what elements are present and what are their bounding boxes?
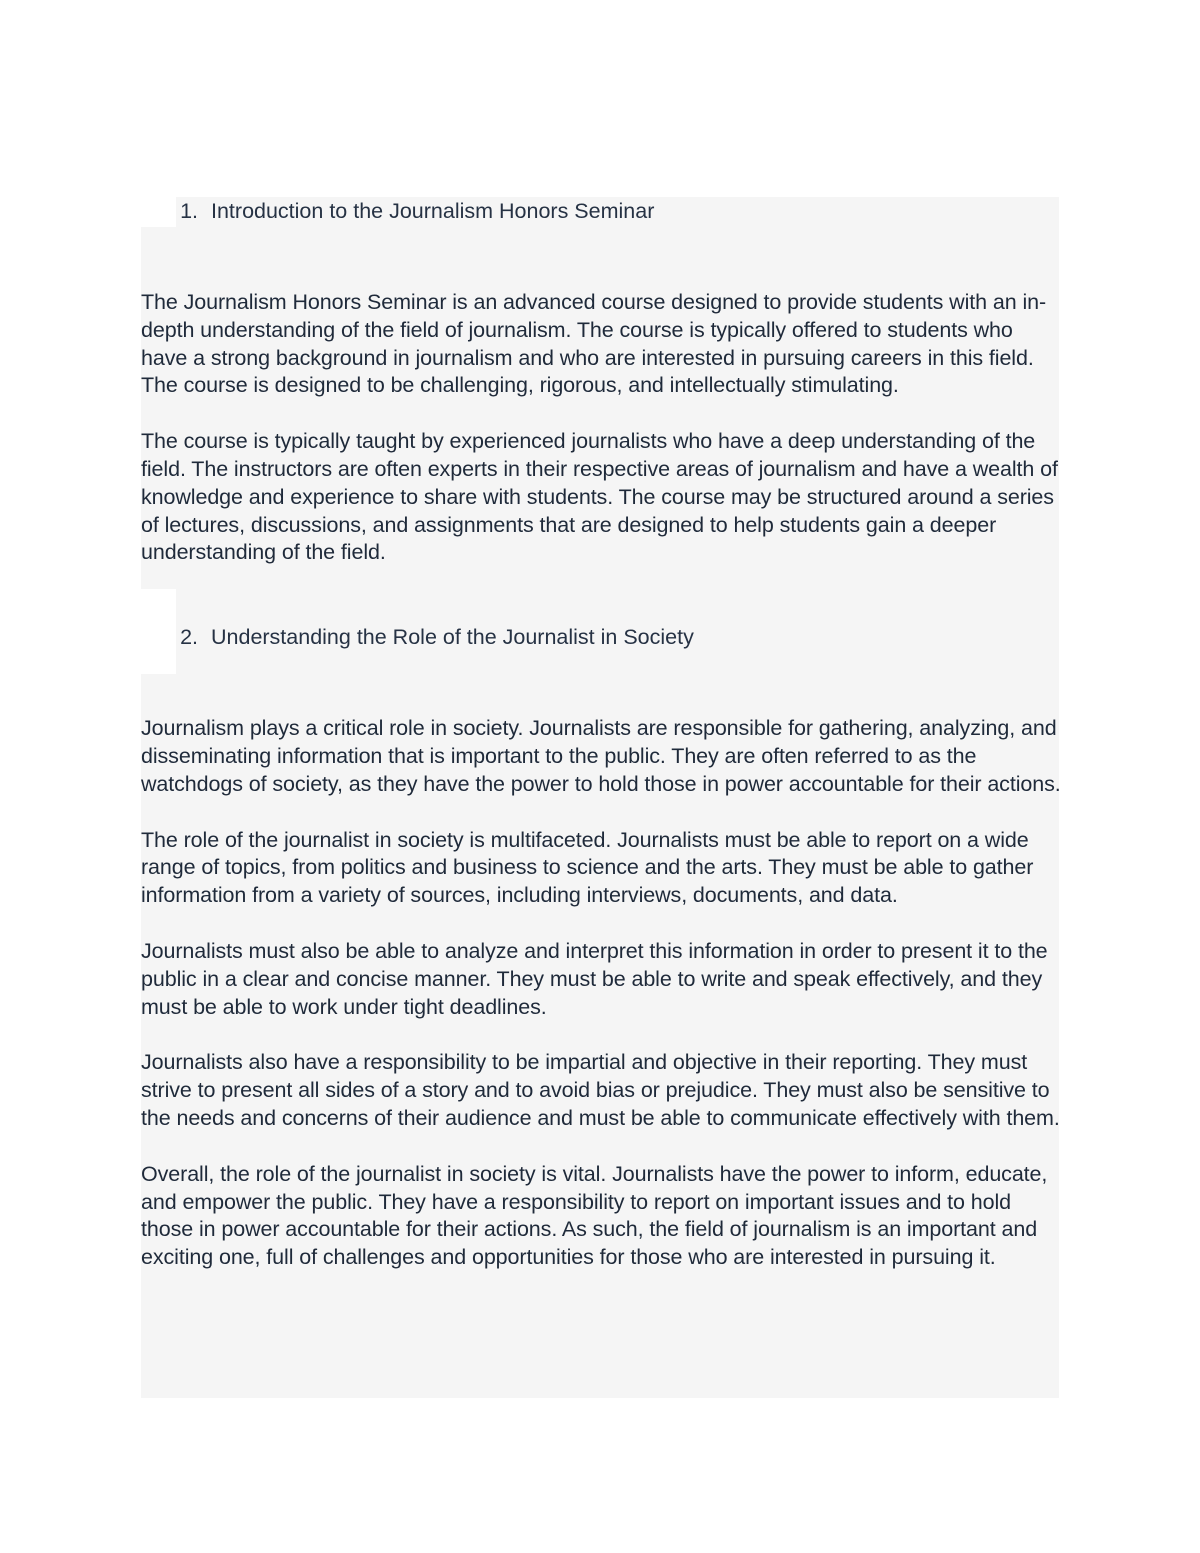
- paragraph: Overall, the role of the journalist in society is vital. Journalists have the power to inform, educate, and empower the public. They have a responsibility to report on important issues and to hold those in power accountable for their actions. As such, the field of journalism is an important and exciting one, full of challenges and opportunities for those who are interested in pursuing it.: [141, 1161, 1048, 1270]
- list-number: 2.: [180, 625, 198, 650]
- paragraph: The role of the journalist in society is multifaceted. Journalists must be able to report on a wide range of topics, from politics and business to science and the arts. They must be able to gather information from a variety of sources, including interviews, documents, and data.: [141, 827, 1034, 908]
- paragraph: Journalists must also be able to analyze and interpret this information in order to present it to the public in a clear and concise manner. They must be able to write and speak effectively, and they must be able to work under tight deadlines.: [141, 938, 1048, 1019]
- section-title: Introduction to the Journalism Honors Seminar: [211, 199, 655, 223]
- document-body: [141, 193, 1061, 1272]
- section-title: Understanding the Role of the Journalist in Society: [211, 625, 694, 650]
- list-number: 1.: [180, 199, 198, 223]
- section-heading-2: [141, 619, 1061, 663]
- paragraph: Journalism plays a critical role in society. Journalists are responsible for gathering, analyzing, and disseminating information that is important to the public. They are often referred to as the watchdogs of society, as they have the power to hold those in power accountable for their actions.: [141, 716, 1061, 796]
- paragraph: The course is typically taught by experienced journalists who have a deep understanding of the field. The instructors are often experts in their respective areas of journalism and have a wealth of knowledge and experience to share with students. The course may be structured around a series of lectures, discussions, and assignments that are designed to help students gain a deeper understanding of the field.: [141, 429, 1058, 565]
- paragraph: The Journalism Honors Seminar is an advanced course designed to provide students with an in-depth understanding of the field of journalism. The course is typically offered to students who have a strong background in journalism and who are interested in pursuing careers in this field. The course is designed to be challenging, rigorous, and intellectually stimulating.: [141, 290, 1047, 398]
- paragraph: Journalists also have a responsibility to be impartial and objective in their reporting. They must strive to present all sides of a story and to avoid bias or prejudice. They must also be sensitive to the needs and concerns of their audience and must be able to communicate effectively with them.: [141, 1050, 1060, 1130]
- section-heading-1: [141, 193, 1061, 237]
